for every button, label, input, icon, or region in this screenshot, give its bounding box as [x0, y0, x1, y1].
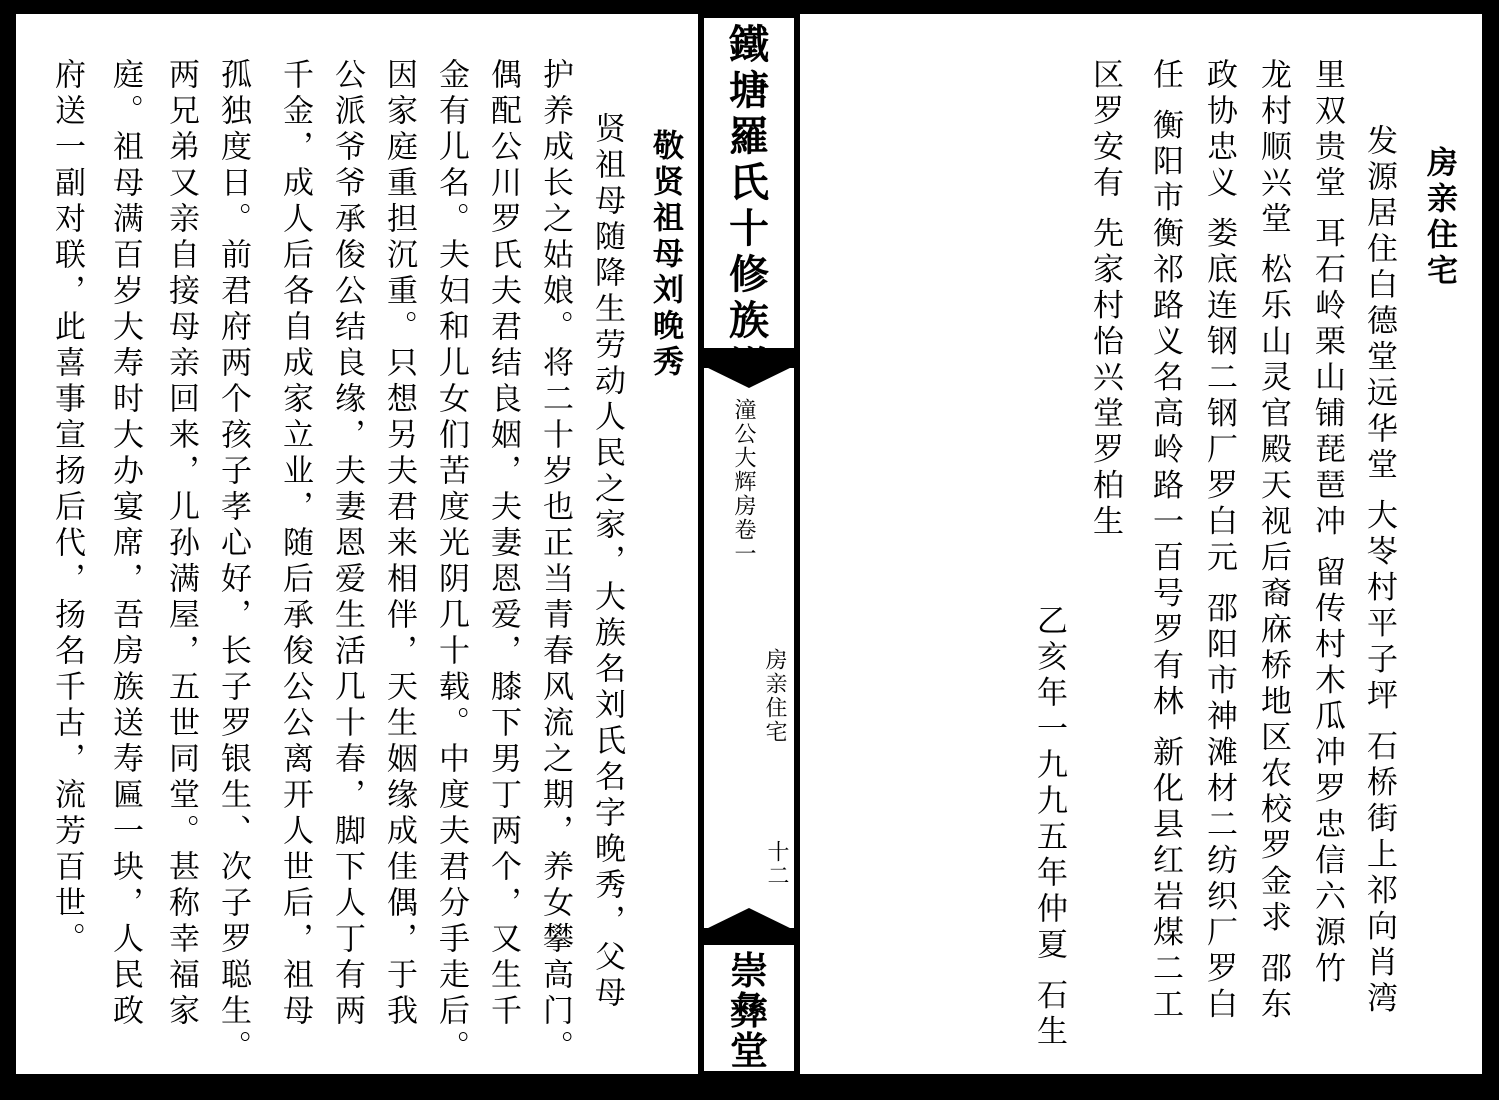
title-char: 族 — [729, 297, 769, 344]
left-column-2: 护养成长之姑娘。将二十岁也正当青春风流之期，养女攀高门。 — [537, 58, 573, 1066]
left-column-3: 偶配公川罗氏夫君结良姻，夫妻恩爱，膝下男丁两个，又生千 — [485, 58, 521, 1030]
spine-hall-panel — [704, 945, 794, 1071]
right-column-6: 区罗安有 先家村怡兴堂罗柏生 — [1087, 58, 1123, 541]
title-char: 羅 — [729, 113, 769, 160]
spine-title-panel — [704, 18, 794, 348]
right-column-4: 政协忠义 娄底连钢二钢厂罗白元 邵阳市神滩材二纺织厂罗白 — [1201, 58, 1237, 1024]
right-heading: 房亲住宅 — [1421, 146, 1457, 290]
left-column-10: 庭。祖母满百岁大寿时大办宴席，吾房族送寿匾一块，人民政 — [107, 58, 143, 1030]
hall-char: 崇 — [729, 948, 768, 993]
right-column-2: 里双贵堂 耳石岭栗山铺琵琶冲 留传村木瓜冲罗忠信六源竹 — [1309, 58, 1345, 988]
left-column-11: 府送一副对联，此喜事宣扬后代，扬名千古，流芳百世。 — [49, 58, 85, 958]
date-signature: 乙亥年一九九五年仲夏 石生 — [1031, 604, 1067, 1051]
right-page — [798, 12, 1484, 1076]
title-char: 十 — [729, 205, 769, 252]
left-page — [14, 12, 700, 1076]
right-column-1: 发源居住白德堂远华堂 大岺村平子坪 石桥街上祁向肖湾 — [1361, 124, 1397, 1018]
title-char: 鐵 — [729, 21, 769, 68]
left-column-7: 千金，成人后各自成家立业，随后承俊公公离开人世后，祖母 — [277, 58, 313, 1030]
hall-char: 堂 — [729, 1028, 768, 1073]
title-char: 塘 — [729, 67, 769, 114]
hall-char: 彝 — [729, 988, 768, 1033]
hall-name — [704, 948, 794, 1073]
spine-center-panel — [704, 368, 794, 928]
volume-label: 潼公大辉房卷一 — [731, 398, 756, 566]
title-char: 氏 — [729, 159, 769, 206]
section-label: 房亲住宅 — [762, 648, 787, 744]
left-column-4: 金有儿名。夫妇和儿女们苦度光阴几十载。中度夫君分手走后。 — [433, 58, 469, 1066]
left-column-9: 两兄弟又亲自接母亲回来，儿孙满屋，五世同堂。甚称幸福家 — [163, 58, 199, 1030]
right-column-5: 任 衡阳市衡祁路义名高岭路一百号罗有林 新化县红岩煤二工 — [1147, 58, 1183, 1024]
left-column-1: 贤祖母随降生劳动人民之家，大族名刘氏名字晚秀，父母 — [589, 112, 625, 1012]
left-column-6: 公派爷爷承俊公结良缘，夫妻恩爱生活几十春，脚下人丁有两 — [329, 58, 365, 1030]
right-column-3: 龙村顺兴堂 松乐山灵官殿天视后裔庥桥地区农校罗金求 邵东 — [1255, 58, 1291, 1024]
left-column-8: 孤独度日。前君府两个孩子孝心好，长子罗银生、次子罗聪生。 — [215, 58, 251, 1066]
left-column-5: 因家庭重担沉重。只想另夫君来相伴，天生姻缘成佳偶，于我 — [381, 58, 417, 1030]
genealogy-title — [704, 22, 794, 390]
title-char: 修 — [729, 251, 769, 298]
left-heading: 敬贤祖母刘晚秀 — [647, 129, 683, 381]
page-number: 十二 — [764, 840, 789, 888]
